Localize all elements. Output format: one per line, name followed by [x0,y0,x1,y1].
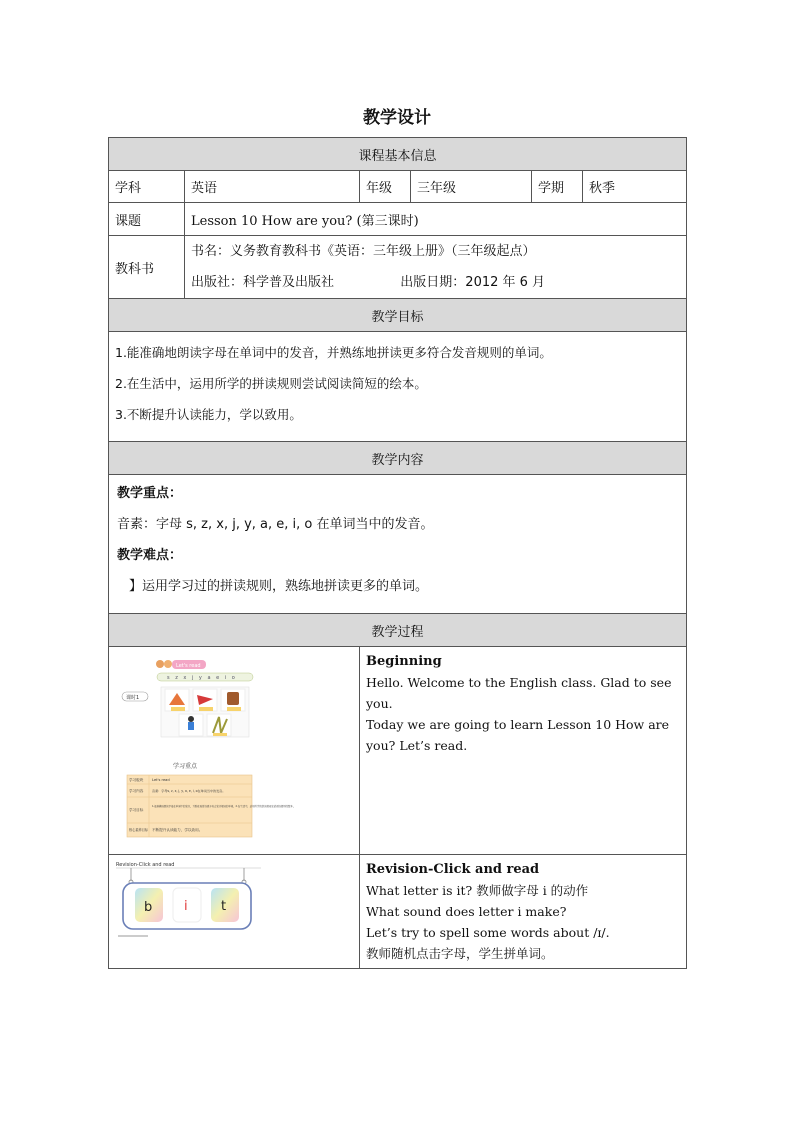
info-table-value: Let's read [152,778,170,782]
textbook-info [185,236,687,299]
revision-text [360,855,687,969]
beginning-slide-thumbnail [109,647,296,854]
info-table-value: 1.能准确地朗读字母在单词中的发音，并熟练地拼读更多符合发音规则的单词。2.在生活中，运用所学的拼读规则尝试阅读简短的绘本。 [152,805,296,808]
section-header-objectives: 教学目标 [109,299,687,332]
process-row-revision [109,855,687,969]
subject-value: 英语 [185,171,360,203]
difficulty-text: 】运用学习过的拼读规则，熟练地拼读更多的单词。 [129,579,429,594]
step-line: Hello. Welcome to the English class. Glad to see you. [366,675,672,711]
letter-t[interactable]: t [221,899,227,914]
step-line: What sound does letter i make? [366,904,567,919]
slide-banner: Let's read [176,663,201,669]
info-table-key: 学习板块 [129,778,144,782]
revision-slide-thumbnail [109,855,269,959]
section-header-content: 教学内容 [109,442,687,475]
difficulty-label: 教学难点： [117,548,183,563]
boy-body [188,722,194,730]
letter-i[interactable]: i [184,899,188,914]
revision-illustration [109,855,269,959]
jar-icon [227,692,239,705]
info-table-value: 音素：字母s, z, x, j, y, a, e, i, o在单词当中的发音。 [152,789,226,793]
publisher: 出版社：科学普及出版社 [191,275,335,290]
kid-icon [156,660,164,668]
kid-icon [164,660,172,668]
key-point-text: 音素：字母 s, z, x, j, y, a, e, i, o 在单词当中的发音。 [117,517,434,532]
step-heading: Revision-Click and read [366,862,540,877]
page-title: 教学设计 [363,108,431,128]
slide-illustration [109,647,296,854]
word-tag [213,733,227,736]
textbook-label: 教科书 [109,236,185,299]
topic-label: 课题 [109,203,185,236]
word-tag [199,707,213,711]
objective-item: 3.不断提升认读能力，学以致用。 [115,407,302,422]
letter-b[interactable]: b [144,900,153,915]
objectives-list [109,332,687,442]
info-table-key: 学习内容 [129,789,144,793]
info-table-key: 核心素养目标 [129,828,149,832]
slide-caption: 学习重点 [173,763,198,770]
word-tag [171,707,185,711]
objective-item: 2.在生活中，运用所学的拼读规则尝试阅读简短的绘本。 [115,376,427,391]
beginning-text [360,647,687,855]
info-table-key: 学习目标 [129,808,144,812]
slide-letters: s z x j y a e i o [167,675,237,681]
info-table-value: 不断提升认读能力，学以致用。 [152,828,203,832]
objective-item: 1.能准确地朗读字母在单词中的发音，并熟练地拼读更多符合发音规则的单词。 [115,345,552,360]
revision-slide-title: Revision-Click and read [116,862,175,868]
topic-value: Lesson 10 How are you? (第三课时) [185,203,687,236]
grade-label: 年级 [360,171,411,203]
process-row-beginning [109,647,687,855]
term-label: 学期 [532,171,583,203]
footer-mark [118,935,148,937]
publish-date: 出版日期：2012 年 6 月 [400,275,546,290]
boy-icon [188,716,194,722]
book-name: 书名：义务教育教科书《英语：三年级上册》（三年级起点） [191,244,536,259]
side-tag: 课时1 [126,695,140,701]
grade-value: 三年级 [411,171,532,203]
section-header-basic-info: 课程基本信息 [109,138,687,171]
word-tag [227,707,241,711]
content-block [109,475,687,614]
step-line: Today we are going to learn Lesson 10 How are you? Let’s read. [366,717,670,753]
revision-thumbnail-cell [109,855,360,969]
key-point-label: 教学重点： [117,486,183,501]
subject-label: 学科 [109,171,185,203]
publisher-line [191,267,680,298]
step-line: Let’s try to spell some words about /ɪ/. [366,925,610,940]
section-header-process: 教学过程 [109,614,687,647]
step-line: What letter is it? 教师做字母 i 的动作 [366,883,589,898]
step-heading: Beginning [366,654,442,669]
beginning-thumbnail-cell [109,647,360,855]
step-line: 教师随机点击字母，学生拼单词。 [366,946,554,961]
lesson-plan-table [108,137,687,969]
term-value: 秋季 [583,171,687,203]
